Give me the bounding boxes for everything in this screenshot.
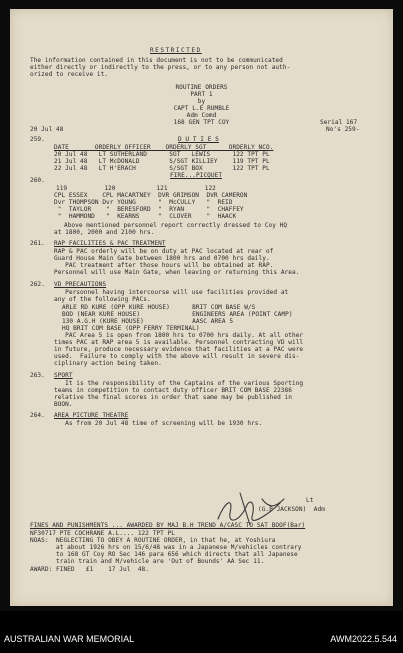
duties-row: 22 Jul 48 LT H'ERACH S/SGT BOX 122 TPT PL bbox=[54, 165, 270, 172]
duties-row: 21 Jul 48 LT McDONALD S/SGT KILLIEY 119 TPT PL bbox=[54, 158, 270, 165]
section-259-number: 259. bbox=[30, 136, 45, 143]
title-line-4: CAPT L.E RUMBLE bbox=[173, 105, 230, 112]
notice-line-1: The information contained in this document is not to be communicated bbox=[30, 57, 283, 64]
title-line-5: Adm Comd bbox=[186, 112, 217, 119]
document-page bbox=[10, 9, 393, 606]
picquet-row: CPL ESSEX CPL MACARTNEY DVR GRIMSON DVR CAMERON bbox=[54, 192, 248, 199]
fines-heading: FINES AND PUNISHMENTS ... AWARDED BY MAJ B.H TREND A/CASC TO SAT BOOF(Bar) bbox=[30, 522, 306, 529]
vd-body-line: ciplinary action being taken. bbox=[54, 360, 162, 367]
notice-line-3: orized to receive it. bbox=[30, 71, 109, 78]
fines-award: AWARD: FINED £1 17 Jul 48. bbox=[30, 566, 149, 573]
picquet-row: " TAYLOR " BERESFORD " RYAN " CHAFFEY bbox=[54, 206, 244, 213]
title-line-3: by bbox=[197, 98, 206, 105]
pac-location: HQ BRIT COM BASE (OPP FERRY TERMINAL) bbox=[62, 325, 200, 332]
vd-body-line: used. Failure to comply with the above will result in severe dis- bbox=[54, 353, 300, 360]
signatory-name: (G.P JACKSON) Adm bbox=[258, 506, 325, 513]
picquet-note-1: Above mentioned personnel report correctly dressed to Coy HQ bbox=[64, 222, 288, 229]
sport-line: It is the responsibility of the Captains of the various Sporting bbox=[54, 380, 304, 387]
section-263-number: 263. bbox=[30, 372, 45, 379]
picture-theatre-line: As from 20 Jul 48 time of screening will be 1930 hrs. bbox=[54, 420, 263, 427]
section-261-number: 261. bbox=[30, 240, 45, 247]
section-260-number: 260. bbox=[30, 177, 45, 184]
picquet-platoon-numbers: 119 120 121 122 bbox=[56, 185, 216, 192]
notice-line-2: either directly or indirectly to the press, or to any person not auth- bbox=[30, 64, 291, 71]
title-line-1: ROUTINE ORDERS bbox=[175, 84, 228, 91]
fines-charge-line: NOAS: NEGLECTING TO OBEY A ROUTINE ORDER, in that he, at Yoshiura bbox=[30, 537, 276, 544]
duties-header-row: DATE ORDERLY OFFICER ORDERLY SGT ORDERLY NCO. bbox=[54, 144, 274, 151]
archive-footer bbox=[0, 611, 403, 653]
sport-line: relative the final scores in order that same may be published in bbox=[54, 394, 292, 401]
picquet-row: Dvr THOMPSON Dvr YOUNG " McCULLY " REID bbox=[54, 199, 233, 206]
classification-heading: RESTRICTED bbox=[150, 47, 202, 54]
vd-body-line: in future, produce necessary evidence that facilities at a PAC were bbox=[54, 346, 304, 353]
sport-heading: SPORT bbox=[54, 372, 73, 379]
title-line-2: PART 1 bbox=[190, 91, 213, 98]
footer-institution: AUSTRALIAN WAR MEMORIAL bbox=[4, 634, 135, 644]
rap-line: Personnel will use Main Gate, when leaving or returning this Area. bbox=[54, 269, 300, 276]
picquet-note-2: at 1800, 2000 and 2100 hrs. bbox=[54, 229, 155, 236]
footer-accession-number: AWM2022.5.544 bbox=[330, 634, 397, 644]
rap-line: PAC treatment after those hours will be obtained at RAP. bbox=[54, 262, 274, 269]
rap-line: RAP & PAC orderly will be on duty at PAC located at rear of bbox=[54, 248, 274, 255]
pac-location: 130 A.G.H (KURE HOUSE) AASC AREA 5 bbox=[62, 318, 234, 325]
picquet-heading: FIRE...PICQUET bbox=[170, 172, 223, 179]
rap-facilities-heading: RAP FACILITIES & PAC TREATMENT bbox=[54, 240, 166, 247]
pac-location: BOD (NEAR KURE HOUSE) ENGINEERS AREA (POINT CAMP) bbox=[62, 311, 293, 318]
duties-row: 20 Jul 48 LT SUTHERLAND SGT LEWIS 122 TPT PL bbox=[54, 151, 270, 158]
vd-precautions-heading: VD PRECAUTIONS bbox=[54, 281, 107, 288]
document-date: 20 Jul 48 bbox=[30, 126, 64, 133]
pac-location: ARLE RD KURE (OPP KURE HOUSE) BRIT COM BASE W/S bbox=[62, 304, 256, 311]
vd-body-line: times PAC at RAP area 5 is available. Personnel contracting VD will bbox=[54, 339, 304, 346]
fines-offender: NF30717 PTE COCHRANE A.L.... 122 TPT PL bbox=[30, 530, 176, 537]
unit-name: 168 GEN TPT COY bbox=[173, 119, 230, 126]
section-264-number: 264. bbox=[30, 412, 45, 419]
duties-heading: D U T I E S bbox=[178, 136, 219, 143]
rap-line: Guard House Main Gate between 1800 hrs and 0700 hrs daily. bbox=[54, 255, 270, 262]
fines-charge-line: at about 1926 hrs on 15/6/48 was in a Japanese M/vehicles contrary bbox=[30, 544, 302, 551]
sport-line: teams in competition to contact duty officer BRIT COM BASE 22386 bbox=[54, 387, 292, 394]
picquet-row: " HAMMOND " KEARNS " CLOVER " HAACK bbox=[54, 213, 237, 220]
picture-theatre-heading: AREA PICTURE THEATRE bbox=[54, 412, 129, 419]
section-262-number: 262. bbox=[30, 281, 45, 288]
signature-rank: Lt bbox=[306, 497, 314, 504]
fines-charge-line: train train and M/vehicle are 'Out of Bounds' AA Sec 11. bbox=[30, 558, 265, 565]
vd-body-line: PAC Area 5 is open from 1800 hrs to 0700 hrs daily. At all other bbox=[54, 332, 304, 339]
fines-charge-line: to 168 GT Coy RO Sec 146 para 656 which directs that all Japanese bbox=[30, 551, 298, 558]
serial-number: Serial 167 bbox=[320, 119, 358, 126]
vd-intro-1: Personnel having intercourse will use facilities provided at bbox=[54, 289, 289, 296]
order-numbers: No's 259- bbox=[326, 126, 360, 133]
sport-line: BOON. bbox=[54, 401, 73, 408]
vd-intro-2: any of the following PACs. bbox=[54, 296, 151, 303]
